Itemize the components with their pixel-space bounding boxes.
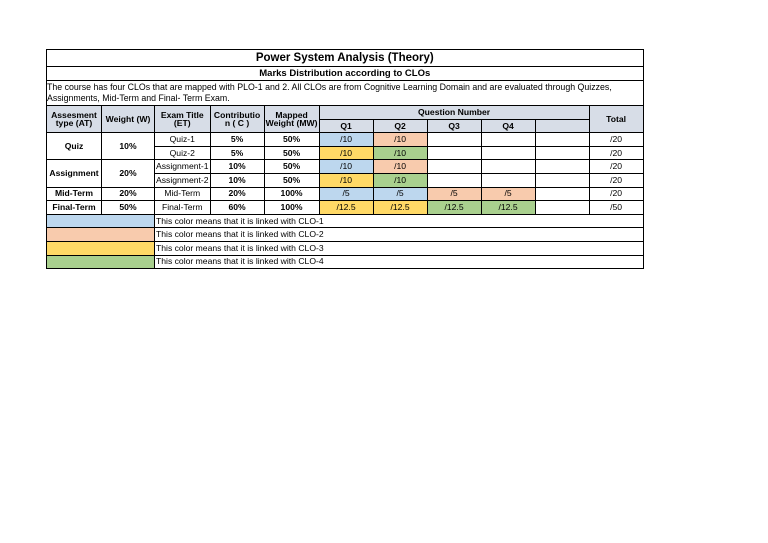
q2-cell: /10 [373, 160, 427, 174]
q1-cell: /10 [319, 146, 373, 160]
mapped-weight-cell: 100% [264, 187, 319, 201]
header-exam-title: Exam Title (ET) [155, 106, 211, 133]
q1-cell: /5 [319, 187, 373, 201]
contribution-cell: 20% [210, 187, 264, 201]
header-blank [535, 119, 589, 133]
q4-cell [481, 146, 535, 160]
legend-text: This color means that it is linked with CLO-3 [155, 241, 644, 255]
total-cell: /50 [589, 201, 643, 215]
table-row [47, 133, 644, 147]
q2-cell: /10 [373, 146, 427, 160]
q1-cell: /10 [319, 133, 373, 147]
contribution-cell: 5% [210, 133, 264, 147]
table-row [47, 201, 644, 215]
header-contribution: Contributio n ( C ) [210, 106, 264, 133]
assessment-type-cell: Final-Term [47, 201, 102, 215]
legend-row [47, 228, 644, 242]
q2-cell: /10 [373, 173, 427, 187]
legend-row [47, 214, 644, 228]
exam-title-cell: Assignment-1 [155, 160, 211, 174]
q3-cell [427, 146, 481, 160]
header-q3: Q3 [427, 119, 481, 133]
table-row [47, 187, 644, 201]
q3-cell: /5 [427, 187, 481, 201]
legend-text: This color means that it is linked with CLO-1 [155, 214, 644, 228]
q3-cell [427, 160, 481, 174]
legend-swatch [47, 255, 155, 269]
blank-cell [535, 201, 589, 215]
q3-cell: /12.5 [427, 201, 481, 215]
q1-cell: /10 [319, 173, 373, 187]
mapped-weight-cell: 50% [264, 160, 319, 174]
q1-cell: /10 [319, 160, 373, 174]
contribution-cell: 60% [210, 201, 264, 215]
header-question-number: Question Number [319, 106, 589, 120]
legend-text: This color means that it is linked with CLO-2 [155, 228, 644, 242]
q2-cell: /12.5 [373, 201, 427, 215]
q1-cell: /12.5 [319, 201, 373, 215]
legend-swatch [47, 241, 155, 255]
contribution-cell: 10% [210, 160, 264, 174]
course-description: The course has four CLOs that are mapped with PLO-1 and 2. All CLOs are from Cognitive Learning Domain and are evaluated through Quizzes, Assignments, Mid-Term and Final- Term Exam. [47, 81, 644, 106]
q3-cell [427, 173, 481, 187]
contribution-cell: 5% [210, 146, 264, 160]
q4-cell: /12.5 [481, 201, 535, 215]
weight-cell: 20% [102, 187, 155, 201]
total-cell: /20 [589, 187, 643, 201]
q4-cell [481, 160, 535, 174]
mapped-weight-cell: 50% [264, 173, 319, 187]
header-q4: Q4 [481, 119, 535, 133]
assessment-type-cell: Mid-Term [47, 187, 102, 201]
weight-cell: 10% [102, 133, 155, 160]
header-q2: Q2 [373, 119, 427, 133]
header-total: Total [589, 106, 643, 133]
total-cell: /20 [589, 133, 643, 147]
marks-distribution-sheet [46, 49, 644, 269]
exam-title-cell: Quiz-1 [155, 133, 211, 147]
mapped-weight-cell: 50% [264, 133, 319, 147]
q3-cell [427, 133, 481, 147]
exam-title-cell: Final-Term [155, 201, 211, 215]
q2-cell: /5 [373, 187, 427, 201]
legend-swatch [47, 228, 155, 242]
header-q1: Q1 [319, 119, 373, 133]
q4-cell [481, 173, 535, 187]
weight-cell: 50% [102, 201, 155, 215]
table-row [47, 160, 644, 174]
legend-text: This color means that it is linked with CLO-4 [155, 255, 644, 269]
header-mapped-weight: Mapped Weight (MW) [264, 106, 319, 133]
mapped-weight-cell: 100% [264, 201, 319, 215]
total-cell: /20 [589, 173, 643, 187]
q4-cell [481, 133, 535, 147]
q2-cell: /10 [373, 133, 427, 147]
weight-cell: 20% [102, 160, 155, 187]
legend-swatch [47, 214, 155, 228]
contribution-cell: 10% [210, 173, 264, 187]
blank-cell [535, 133, 589, 147]
exam-title-cell: Quiz-2 [155, 146, 211, 160]
mapped-weight-cell: 50% [264, 146, 319, 160]
legend-row [47, 255, 644, 269]
blank-cell [535, 187, 589, 201]
blank-cell [535, 173, 589, 187]
total-cell: /20 [589, 160, 643, 174]
sheet-title: Power System Analysis (Theory) [47, 50, 644, 67]
blank-cell [535, 160, 589, 174]
blank-cell [535, 146, 589, 160]
assessment-type-cell: Quiz [47, 133, 102, 160]
total-cell: /20 [589, 146, 643, 160]
header-assessment-type: Assesment type (AT) [47, 106, 102, 133]
exam-title-cell: Assignment-2 [155, 173, 211, 187]
q4-cell: /5 [481, 187, 535, 201]
header-weight: Weight (W) [102, 106, 155, 133]
sheet-subtitle: Marks Distribution according to CLOs [47, 67, 644, 81]
exam-title-cell: Mid-Term [155, 187, 211, 201]
assessment-type-cell: Assignment [47, 160, 102, 187]
legend-row [47, 241, 644, 255]
